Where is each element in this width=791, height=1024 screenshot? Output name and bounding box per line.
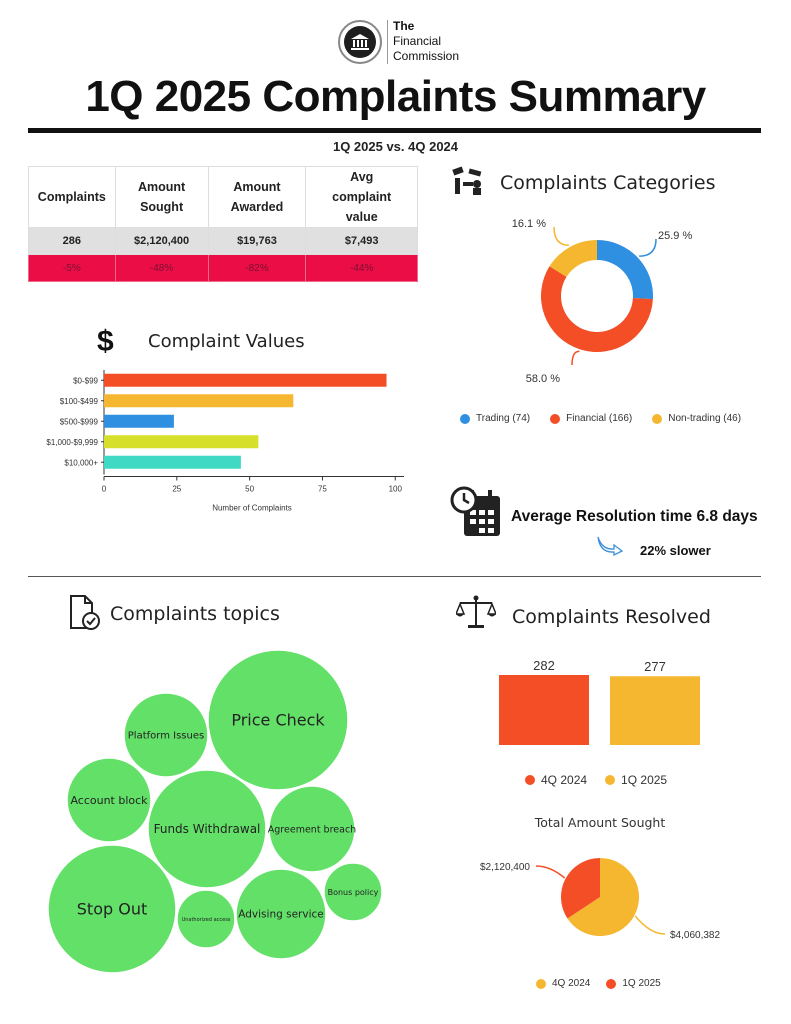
values-xtick-label-25: 25 xyxy=(172,484,182,494)
values-xtick-label-100: 100 xyxy=(388,484,402,494)
topic-label-platform-issues: Platform Issues xyxy=(127,730,205,742)
col-header-complaints: Complaints xyxy=(29,167,116,228)
topic-label-bonus-policy: Bonus policy xyxy=(327,887,379,897)
summary-values-row xyxy=(29,228,418,255)
donut-leader-trading-74 xyxy=(639,239,656,256)
curved-arrow-icon xyxy=(596,534,624,561)
topics-title: Complaints topics xyxy=(110,603,280,625)
topic-label-agreement-breach: Agreement breach xyxy=(267,824,357,836)
legend-label-sought-1q2025: 1Q 2025 xyxy=(622,978,661,989)
topic-label-advising-service: Advising service xyxy=(238,908,324,921)
page-subtitle: 1Q 2025 vs. 4Q 2024 xyxy=(332,139,459,154)
donut-slice-trading-74 xyxy=(597,240,653,299)
categories-legend xyxy=(460,413,741,424)
legend-label-sought-4q2024: 4Q 2024 xyxy=(552,978,591,989)
values-tick-label-1-000-9-999: $1,000-$9,999 xyxy=(46,437,98,447)
values-title: Complaint Values xyxy=(148,331,305,352)
resolved-value-1q-2025: 277 xyxy=(644,659,666,675)
scales-icon xyxy=(456,594,496,635)
topic-label-account-block: Account block xyxy=(70,793,148,807)
col-header-avg-value: Avg complaint value xyxy=(306,167,418,228)
resolved-title: Complaints Resolved xyxy=(512,606,711,628)
calendar-clock-icon xyxy=(450,484,502,543)
building-icon xyxy=(344,26,376,58)
resolved-bar-chart xyxy=(480,650,730,750)
logo-divider xyxy=(387,20,388,64)
resolved-bar-1q-2025 xyxy=(610,676,700,745)
change-amount-sought: -48% xyxy=(115,255,208,282)
legend-label-trading: Trading (74) xyxy=(476,413,531,424)
sought-leader-4q-2024 xyxy=(635,916,665,934)
col-header-amount-awarded: Amount Awarded xyxy=(208,167,306,228)
dollar-icon: $ xyxy=(97,325,114,358)
topic-label-stop-out: Stop Out xyxy=(76,899,148,919)
legend-dot-1q2025 xyxy=(605,775,615,785)
commission-logo xyxy=(338,20,382,64)
values-bar-500-999 xyxy=(104,415,174,428)
summary-table xyxy=(28,166,418,282)
donut-leader-financial-166 xyxy=(572,351,579,365)
sought-chart-title: Total Amount Sought xyxy=(534,815,666,830)
value-avg: $7,493 xyxy=(306,228,418,255)
legend-dot-sought-4q2024 xyxy=(536,979,546,989)
legend-label-4q2024: 4Q 2024 xyxy=(541,773,588,787)
donut-label-trading-74: 25.9 % xyxy=(658,230,693,242)
values-tick-label-500-999: $500-$999 xyxy=(59,417,98,427)
resolution-text: Average Resolution time 6.8 days xyxy=(511,508,758,525)
resolution-change: 22% slower xyxy=(640,543,711,558)
values-tick-label-100-499: $100-$499 xyxy=(59,396,98,406)
org-name-line2: Financial xyxy=(393,34,442,48)
values-xtick-label-0: 0 xyxy=(101,484,107,494)
org-name xyxy=(393,19,459,64)
legend-dot-4q2024 xyxy=(525,775,535,785)
values-xtick-label-50: 50 xyxy=(245,484,255,494)
legend-label-1q2025: 1Q 2025 xyxy=(621,773,668,787)
values-bar-100-499 xyxy=(104,394,293,407)
values-bar-chart xyxy=(20,362,420,522)
values-bar-10-000 xyxy=(104,456,241,469)
donut-label-non-trading-46: 16.1 % xyxy=(511,218,546,230)
sought-leader-1q-2025 xyxy=(536,866,565,878)
value-amount-sought: $2,120,400 xyxy=(115,228,208,255)
values-bar-0-99 xyxy=(104,374,387,387)
title-rule xyxy=(28,128,761,133)
resolved-bar-4q-2024 xyxy=(499,675,589,745)
topic-label-funds-withdrawal: Funds Withdrawal xyxy=(153,822,261,837)
page-title: 1Q 2025 Complaints Summary xyxy=(85,72,706,121)
categories-donut-chart xyxy=(430,205,770,390)
resolved-value-4q-2024: 282 xyxy=(533,658,555,673)
topic-label-price-check: Price Check xyxy=(231,710,325,730)
values-tick-label-10-000: $10,000+ xyxy=(64,458,98,468)
donut-leader-non-trading-46 xyxy=(554,227,569,245)
values-bar-1-000-9-999 xyxy=(104,435,258,448)
values-xtick-label-75: 75 xyxy=(317,484,327,494)
topic-label-unathorized-access: Unathorized access xyxy=(181,916,231,923)
sought-label-4q-2024: $4,060,382 xyxy=(670,930,721,941)
org-name-line3: Commission xyxy=(393,49,460,63)
summary-changes-row xyxy=(29,255,418,282)
value-amount-awarded: $19,763 xyxy=(208,228,306,255)
categories-title: Complaints Categories xyxy=(500,172,716,194)
document-check-icon xyxy=(68,594,102,637)
resolved-legend xyxy=(525,773,667,787)
org-name-line1: The xyxy=(393,19,415,33)
summary-table-header xyxy=(29,167,418,228)
values-tick-label-0-99: $0-$99 xyxy=(73,376,98,386)
legend-dot-trading xyxy=(460,414,470,424)
donut-label-financial-166: 58.0 % xyxy=(525,373,560,385)
topics-bubble-chart xyxy=(40,640,400,985)
legend-label-financial: Financial (166) xyxy=(566,413,633,424)
legend-dot-non-trading xyxy=(652,414,662,424)
legend-dot-sought-1q2025 xyxy=(606,979,616,989)
sought-label-1q-2025: $2,120,400 xyxy=(479,862,530,873)
sought-pie-chart xyxy=(470,845,770,950)
values-x-axis-label: Number of Complaints xyxy=(212,503,292,513)
change-amount-awarded: -82% xyxy=(208,255,306,282)
value-complaints: 286 xyxy=(29,228,116,255)
scales-people-icon xyxy=(449,166,485,201)
section-divider xyxy=(28,576,761,577)
sought-legend xyxy=(536,978,661,989)
legend-label-non-trading: Non-trading (46) xyxy=(668,413,742,424)
change-avg: -44% xyxy=(306,255,418,282)
col-header-amount-sought: Amount Sought xyxy=(115,167,208,228)
legend-dot-financial xyxy=(550,414,560,424)
change-complaints: -5% xyxy=(29,255,116,282)
